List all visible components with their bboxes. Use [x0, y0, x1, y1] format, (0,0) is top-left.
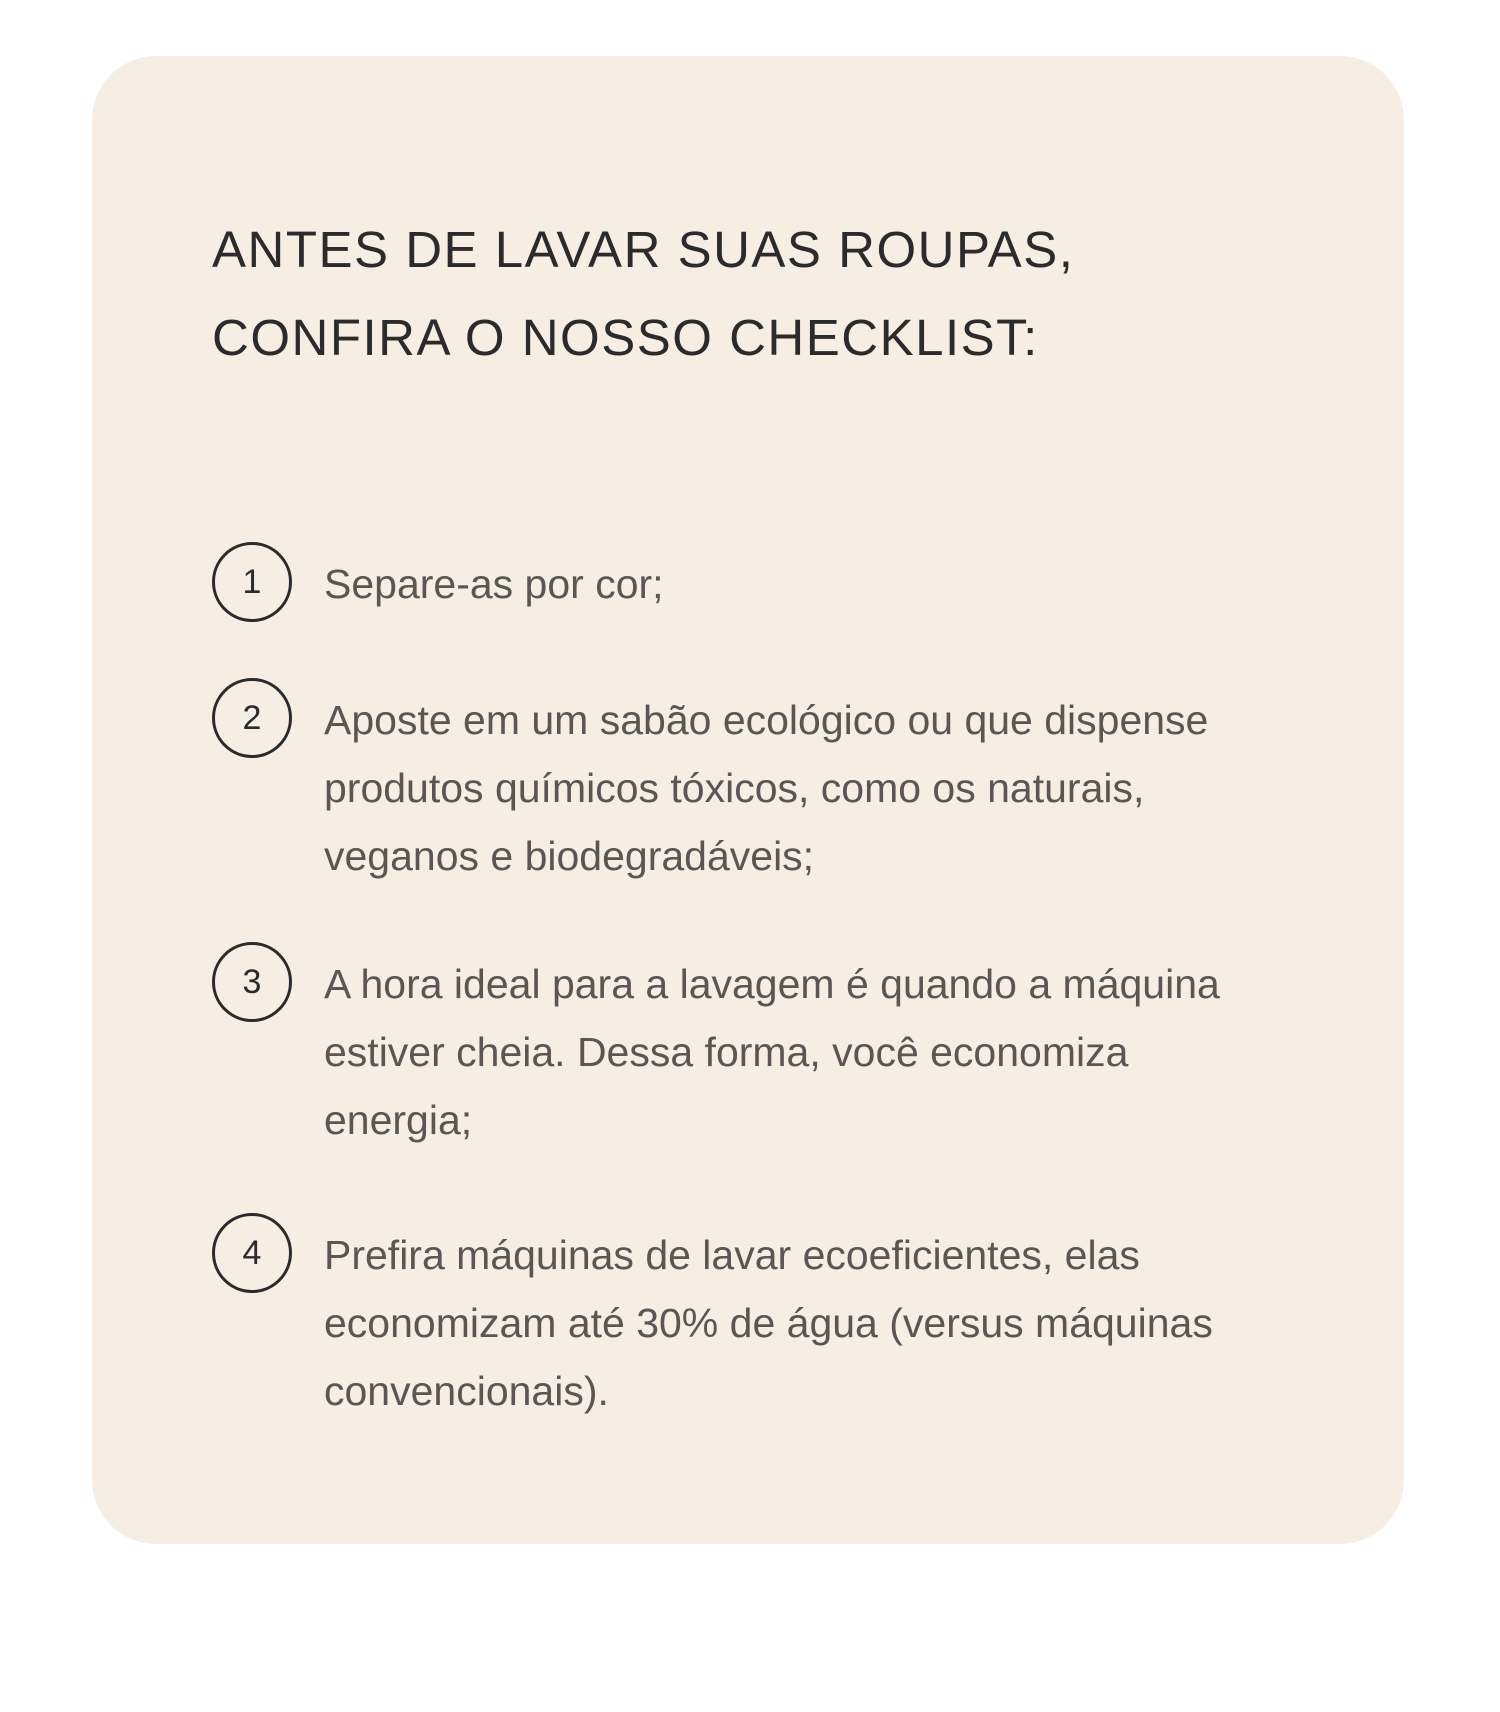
checklist-title [212, 206, 1272, 382]
checklist-item-text-4: Prefira máquinas de lavar ecoeficientes, elas economizam até 30% de água (versus máquinas convencionais). [324, 1232, 1213, 1414]
checklist-card [92, 56, 1404, 1544]
number-badge-3: 3 [212, 942, 292, 1022]
number-badge-4: 4 [212, 1213, 292, 1293]
number-badge-1: 1 [212, 542, 292, 622]
checklist-item-text-3: A hora ideal para a lavagem é quando a máquina estiver cheia. Dessa forma, você economiza energia; [324, 961, 1220, 1143]
number-badge-2: 2 [212, 678, 292, 758]
checklist-item-text-2: Aposte em um sabão ecológico ou que dispense produtos químicos tóxicos, como os naturais, veganos e biodegradáveis; [324, 697, 1209, 879]
title-line-2: CONFIRA O NOSSO CHECKLIST: [212, 309, 1039, 366]
checklist-item-text-1: Separe-as por cor; [324, 561, 664, 607]
title-line-1: ANTES DE LAVAR SUAS ROUPAS, [212, 221, 1075, 278]
